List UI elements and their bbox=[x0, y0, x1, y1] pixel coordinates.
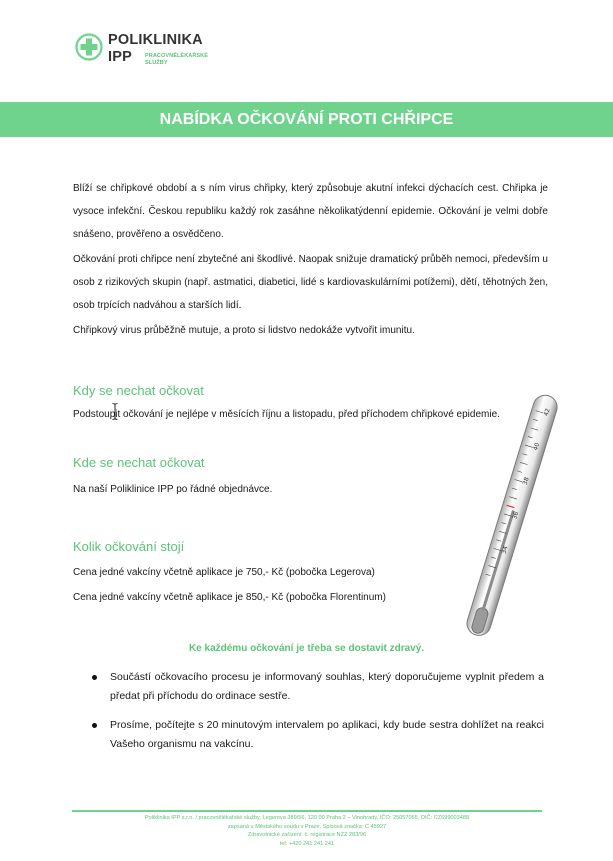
list-item: Součástí očkovacího procesu je informovaný souhlas, který doporučujeme vyplnit předem a předat při příchodu do ordinace sestře. bbox=[92, 668, 544, 706]
logo-name-line2: IPP bbox=[108, 49, 132, 65]
intro-paragraph-1: Blíží se chřipkové období a s ním virus chřipky, který způsobuje akutní infekci dýchacích cest. Chřipka je vysoce infekční. Českou republiku každý rok zasáhne několikatýdenní epidemie. Očkování je velmi dobře snášeno, prověřeno a osvědčeno. bbox=[73, 183, 548, 240]
page-title: NABÍDKA OČKOVÁNÍ PROTI CHŘIPCE bbox=[159, 111, 454, 128]
footer-line-2: zapsaná u Městského soudu v Praze, Spisová značka: C 45927 bbox=[227, 823, 387, 830]
thermometer-illustration bbox=[455, 388, 565, 656]
footer-line-4: tel: +420 241 241 241 bbox=[279, 840, 335, 847]
logo-sub-line1: PRACOVNĚLÉKAŘSKÉ bbox=[145, 53, 209, 59]
footer bbox=[72, 814, 542, 848]
instructions-list bbox=[92, 668, 544, 764]
medical-cross-icon bbox=[75, 33, 103, 61]
footer-line-3: Zdravotnické zařízení: č. registrace NZZ 283/96 bbox=[247, 832, 367, 839]
when-heading: Kdy se nechat očkovat bbox=[73, 383, 204, 398]
scale-label-40: 40 bbox=[532, 442, 542, 452]
scale-label-34: 34 bbox=[500, 545, 510, 555]
intro-paragraph-3: Chřipkový virus průběžně mutuje, a proto si lidstvo nedokáže vytvořit imunitu. bbox=[73, 325, 415, 336]
healthy-note: Ke každému očkování je třeba se dostavit zdravý. bbox=[188, 643, 425, 654]
price-heading: Kolik očkování stojí bbox=[73, 539, 185, 554]
text-cursor-icon bbox=[112, 403, 118, 420]
where-text: Na naší Poliklinice IPP po řádné objednávce. bbox=[73, 484, 273, 495]
scale-label-36: 36 bbox=[511, 510, 521, 521]
where-heading: Kde se nechat očkovat bbox=[73, 455, 205, 470]
company-logo bbox=[75, 32, 215, 72]
logo-subtitle bbox=[145, 53, 208, 66]
when-text: Podstoupit očkování je nejlépe v měsících říjnu a listopadu, před příchodem chřipkové epidemie. bbox=[73, 409, 500, 420]
title-banner bbox=[0, 102, 613, 137]
footer-divider bbox=[72, 810, 542, 812]
logo-sub-line2: SLUŽBY bbox=[145, 59, 168, 66]
price-line-legerova: Cena jedné vakcíny včetně aplikace je 750,- Kč (pobočka Legerova) bbox=[73, 567, 375, 578]
intro-paragraph-2: Očkování proti chřipce není zbytečné ani škodlivé. Naopak snižuje dramatický průběh nemoci, především u osob z rizikových skupin (např. astmatici, diabetici, lidé s kardiovaskulárními potížemi), dětí, těhotných žen, osob trpících nadváhou a starších lidí. bbox=[73, 254, 548, 311]
price-line-florentinum: Cena jedné vakcíny včetně aplikace je 850,- Kč (pobočka Florentinum) bbox=[73, 592, 386, 603]
scale-label-42: 42 bbox=[542, 407, 552, 417]
footer-line-1: Poliklinika IPP s.r.o. / pracovnělékařské služby, Legerova 389/56, 120 00 Praha 2 – Vinohrady, IČO: 25057065, DIČ: CZ699003488 bbox=[144, 815, 470, 821]
list-item: Prosíme, počítejte s 20 minutovým intervalem po aplikaci, kdy bude sestra dohlížet na reakci Vašeho organismu na vakcínu. bbox=[92, 716, 544, 754]
scale-label-38: 38 bbox=[521, 476, 531, 486]
logo-name-line1: POLIKLINIKA bbox=[108, 32, 203, 48]
